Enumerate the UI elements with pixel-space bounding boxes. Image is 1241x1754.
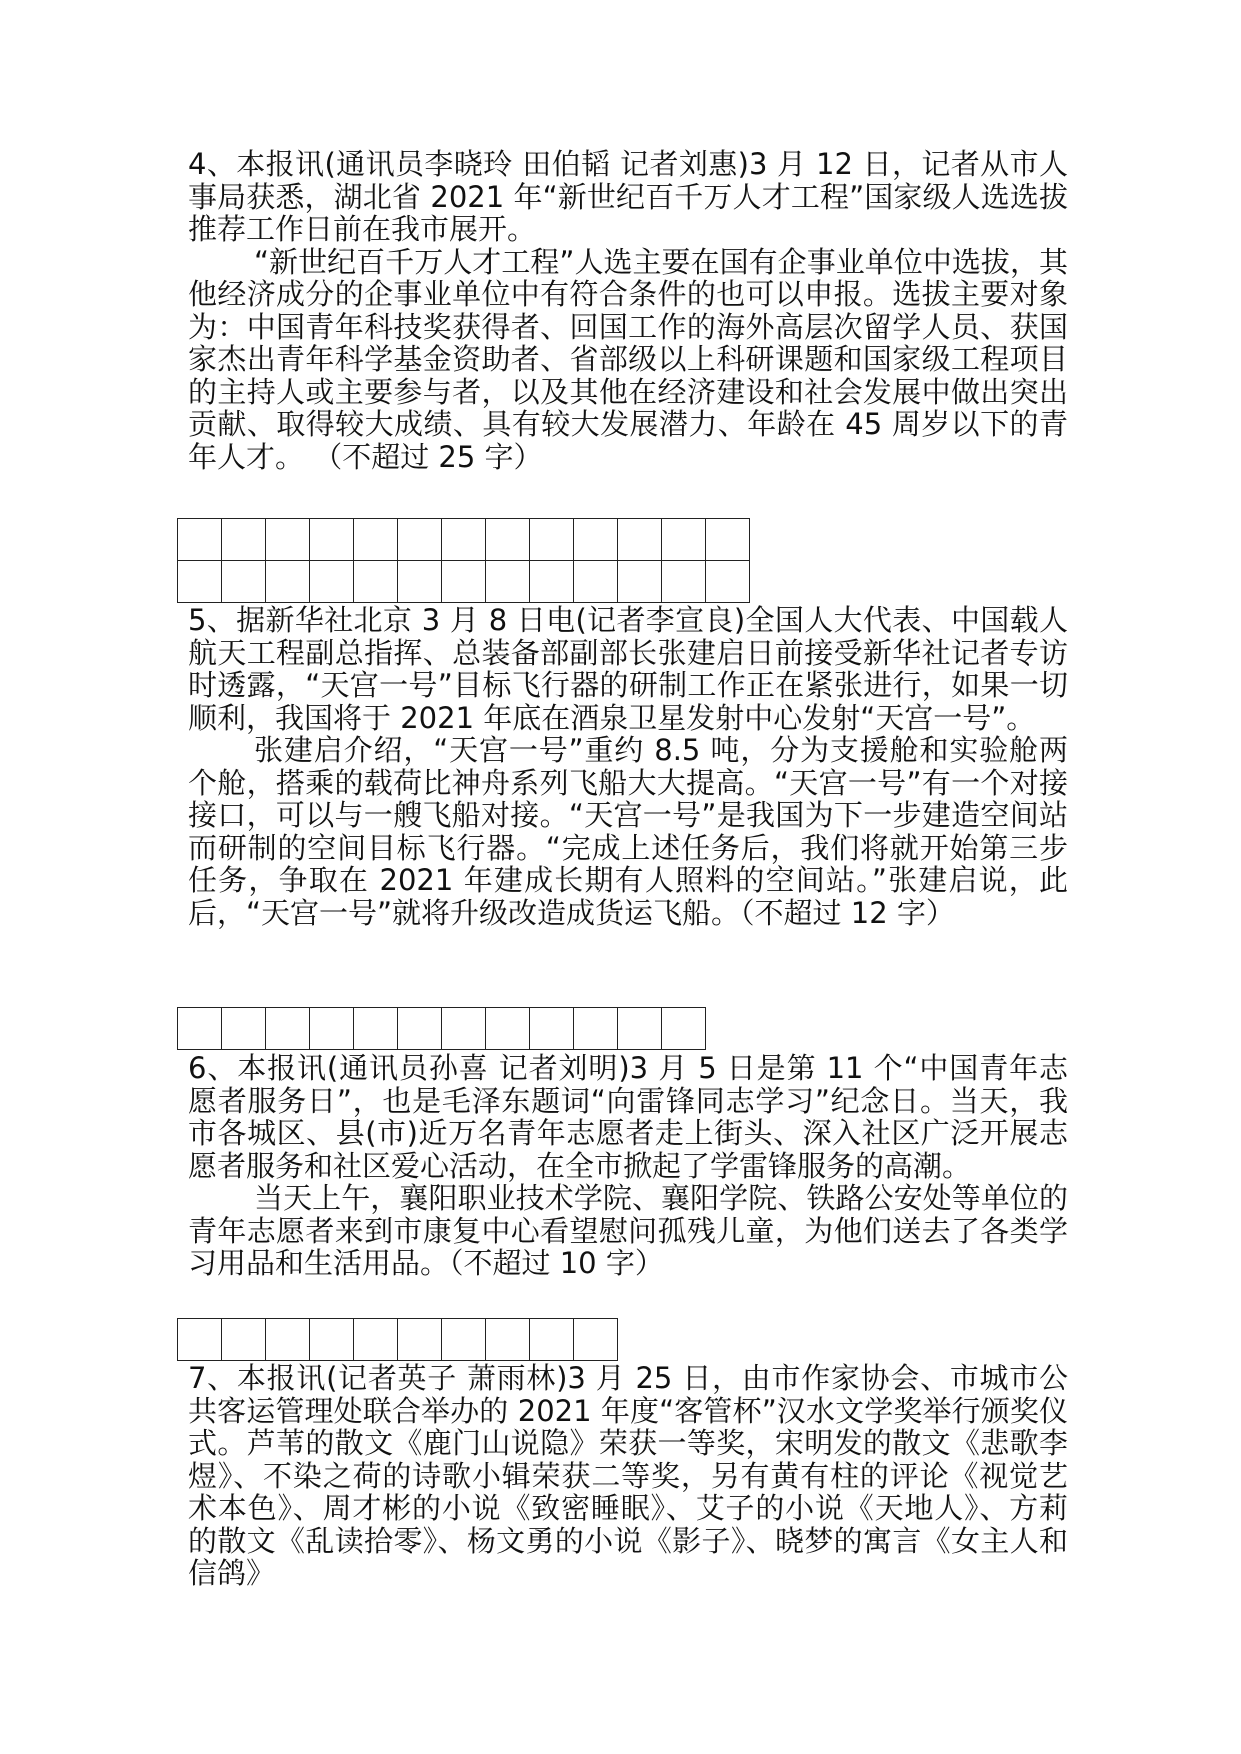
answer-cell[interactable] <box>222 1319 266 1361</box>
answer-cell[interactable] <box>310 561 354 603</box>
answer-cell[interactable] <box>530 1319 574 1361</box>
answer-cell[interactable] <box>178 1008 222 1050</box>
answer-grid-4 <box>177 518 750 603</box>
answer-cell[interactable] <box>398 1319 442 1361</box>
answer-grid-row <box>178 519 750 561</box>
answer-cell[interactable] <box>178 1319 222 1361</box>
answer-cell[interactable] <box>398 1008 442 1050</box>
question-7-intro: 7、本报讯(记者英子 萧雨林)3 月 25 日，由市作家协会、市城市公共客运管理处联合举办的 2021 年度“客管杯”汉水文学奖举行颁奖仪式。芦苇的散文《鹿门山说隐》荣获一等奖，宋明发的散文《悲歌李煜》、不染之荷的诗歌小辑荣获二等奖，另有黄有柱的评论《视觉艺术本色》、周才彬的小说《致密睡眠》、艾子的小说《天地人》、方莉的散文《乱读拾零》、杨文勇的小说《影子》、晓梦的寓言《女主人和信鸽》 <box>188 1361 1068 1590</box>
answer-cell[interactable] <box>354 561 398 603</box>
answer-cell[interactable] <box>618 561 662 603</box>
answer-cell[interactable] <box>178 519 222 561</box>
answer-grid-5 <box>177 1007 706 1050</box>
answer-cell[interactable] <box>222 561 266 603</box>
answer-cell[interactable] <box>574 561 618 603</box>
answer-cell[interactable] <box>354 519 398 561</box>
answer-cell[interactable] <box>662 1008 706 1050</box>
answer-cell[interactable] <box>266 561 310 603</box>
question-6 <box>188 1052 1068 1280</box>
answer-cell[interactable] <box>178 561 222 603</box>
question-5-intro: 5、据新华社北京 3 月 8 日电(记者李宣良)全国人大代表、中国载人航天工程副总指挥、总装备部副部长张建启日前接受新华社记者专访时透露，“天宫一号”目标飞行器的研制工作正在紧张进行，如果一切顺利，我国将于 2021 年底在酒泉卫星发射中心发射“天宫一号”。 <box>188 603 1068 735</box>
answer-grid-6 <box>177 1318 618 1361</box>
answer-cell[interactable] <box>486 561 530 603</box>
answer-cell[interactable] <box>310 1319 354 1361</box>
answer-cell[interactable] <box>310 1008 354 1050</box>
question-4-body: “新世纪百千万人才工程”人选主要在国有企事业单位中选拔，其他经济成分的企事业单位中有符合条件的也可以申报。选拔主要对象为：中国青年科技奖获得者、回国工作的海外高层次留学人员、获国家杰出青年科学基金资助者、省部级以上科研课题和国家级工程项目的主持人或主要参与者，以及其他在经济建设和社会发展中做出突出贡献、取得较大成绩、具有较大发展潜力、年龄在 45 周岁以下的青年人才。 （不超过 25 字） <box>188 244 1068 474</box>
answer-grid-row <box>178 1319 618 1361</box>
question-7 <box>188 1362 1068 1590</box>
answer-cell[interactable] <box>486 1319 530 1361</box>
answer-cell[interactable] <box>222 1008 266 1050</box>
answer-cell[interactable] <box>442 561 486 603</box>
answer-cell[interactable] <box>530 1008 574 1050</box>
answer-cell[interactable] <box>618 1008 662 1050</box>
question-5 <box>188 604 1068 929</box>
question-5-body: 张建启介绍，“天宫一号”重约 8.5 吨，分为支援舱和实验舱两个舱，搭乘的载荷比神舟系列飞船大大提高。“天宫一号”有一个对接接口，可以与一艘飞船对接。“天宫一号”是我国为下一步建造空间站而研制的空间目标飞行器。“完成上述任务后，我们将就开始第三步任务，争取在 2021 年建成长期有人照料的空间站。”张建启说，此后，“天宫一号”就将升级改造成货运飞船。（不超过 12 字） <box>188 733 1068 930</box>
question-6-intro: 6、本报讯(通讯员孙喜 记者刘明)3 月 5 日是第 11 个“中国青年志愿者服务日”，也是毛泽东题词“向雷锋同志学习”纪念日。当天，我市各城区、县(市)近万名青年志愿者走上街头、深入社区广泛开展志愿者服务和社区爱心活动，在全市掀起了学雷锋服务的高潮。 <box>188 1051 1068 1183</box>
answer-cell[interactable] <box>618 519 662 561</box>
answer-cell[interactable] <box>398 561 442 603</box>
answer-grid-row <box>178 1008 706 1050</box>
answer-cell[interactable] <box>266 519 310 561</box>
answer-cell[interactable] <box>530 519 574 561</box>
answer-cell[interactable] <box>706 519 750 561</box>
answer-cell[interactable] <box>706 561 750 603</box>
answer-cell[interactable] <box>398 519 442 561</box>
answer-cell[interactable] <box>574 1319 618 1361</box>
answer-cell[interactable] <box>486 519 530 561</box>
question-4-intro: 4、本报讯(通讯员李晓玲 田伯韬 记者刘惠)3 月 12 日，记者从市人事局获悉，湖北省 2021 年“新世纪百千万人才工程”国家级人选选拔推荐工作日前在我市展开。 <box>188 147 1068 246</box>
answer-cell[interactable] <box>442 519 486 561</box>
answer-cell[interactable] <box>354 1319 398 1361</box>
answer-cell[interactable] <box>574 519 618 561</box>
question-6-body: 当天上午，襄阳职业技术学院、襄阳学院、铁路公安处等单位的青年志愿者来到市康复中心看望慰问孤残儿童，为他们送去了各类学习用品和生活用品。（不超过 10 字） <box>188 1181 1068 1280</box>
answer-cell[interactable] <box>222 519 266 561</box>
answer-cell[interactable] <box>662 561 706 603</box>
answer-cell[interactable] <box>530 561 574 603</box>
answer-cell[interactable] <box>354 1008 398 1050</box>
question-4 <box>188 148 1068 473</box>
answer-cell[interactable] <box>442 1319 486 1361</box>
answer-cell[interactable] <box>442 1008 486 1050</box>
answer-cell[interactable] <box>574 1008 618 1050</box>
answer-cell[interactable] <box>486 1008 530 1050</box>
answer-cell[interactable] <box>266 1008 310 1050</box>
answer-cell[interactable] <box>266 1319 310 1361</box>
answer-cell[interactable] <box>310 519 354 561</box>
answer-grid-row <box>178 561 750 603</box>
answer-cell[interactable] <box>662 519 706 561</box>
